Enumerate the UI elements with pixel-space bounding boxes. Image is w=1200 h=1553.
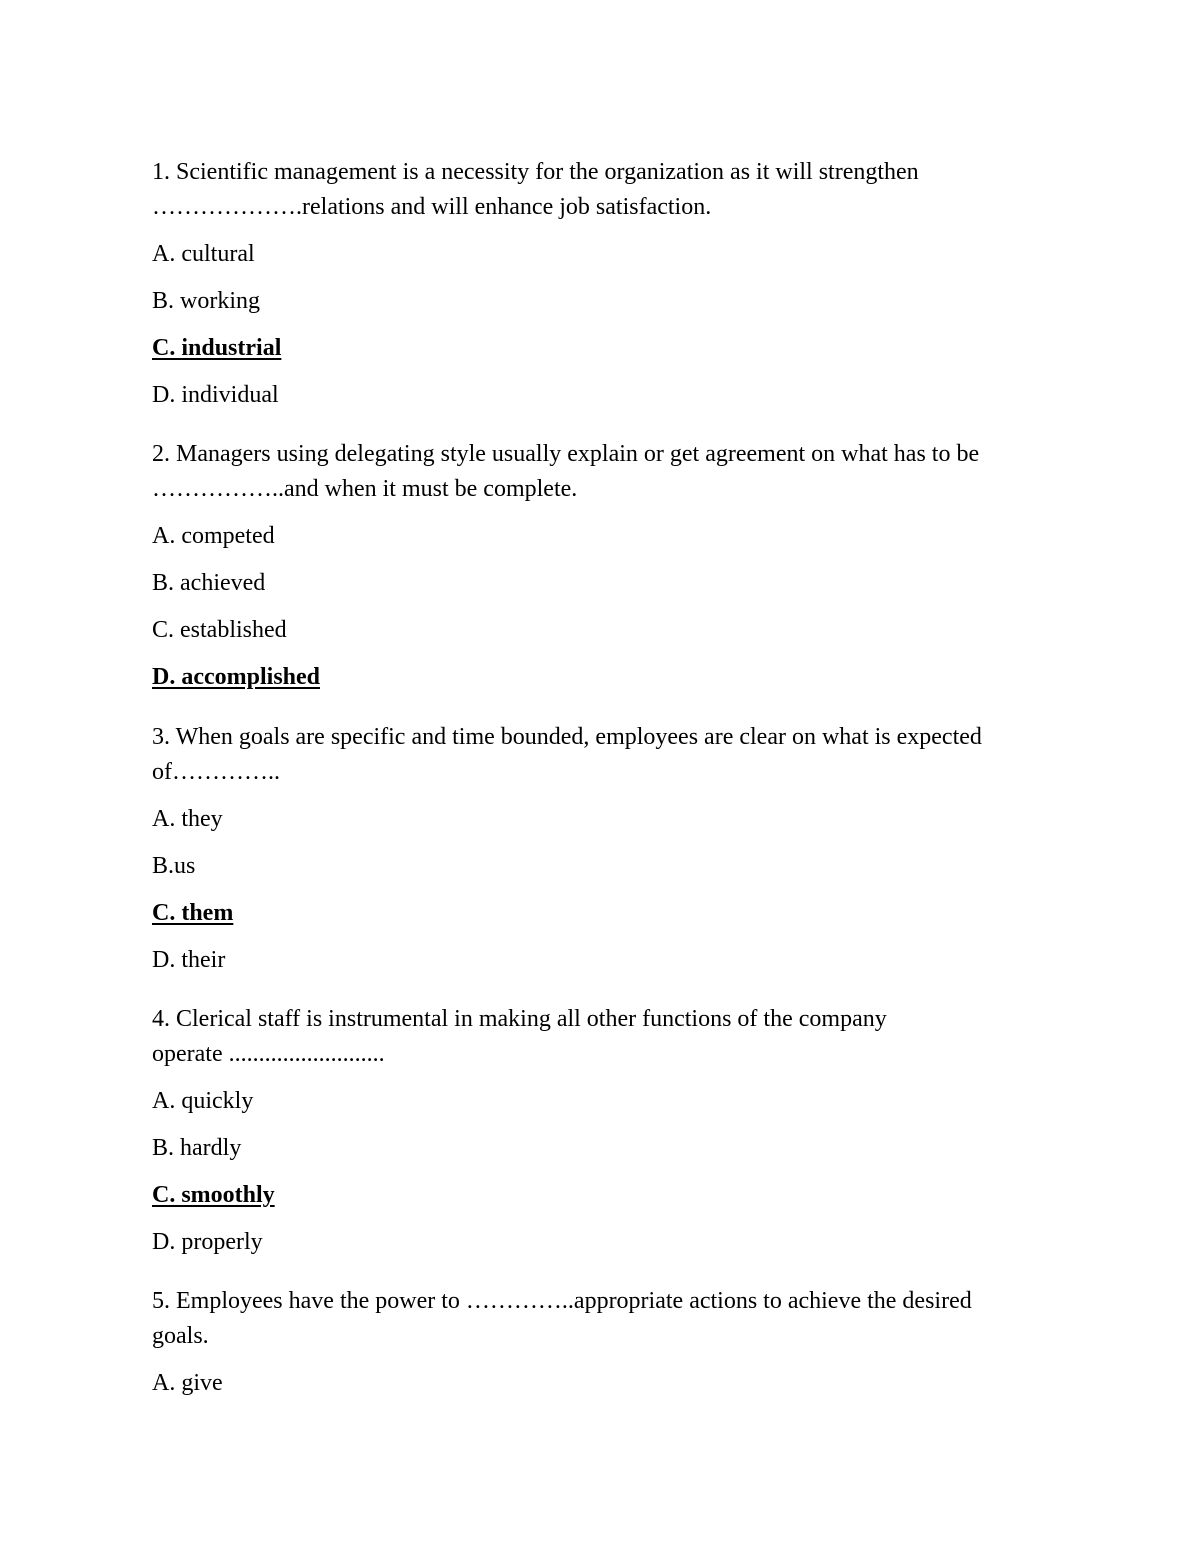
option-d: D. properly (152, 1229, 263, 1255)
option-b: B. achieved (152, 570, 266, 596)
option-a: A. they (152, 806, 223, 832)
question-text-line-2: ……………..and when it must be complete. (152, 476, 578, 502)
option-d: D. their (152, 947, 226, 973)
option-b: B. working (152, 288, 260, 314)
option-c: C. established (152, 617, 287, 643)
question-3 (152, 720, 1052, 990)
option-a: A. competed (152, 523, 275, 549)
question-text-line-1: 3. When goals are specific and time bounded, employees are clear on what is expected (152, 724, 982, 750)
question-text (152, 437, 1052, 507)
question-text-line-1: 4. Clerical staff is instrumental in making all other functions of the company (152, 1006, 887, 1032)
question-text (152, 1002, 1052, 1072)
question-text (152, 155, 1052, 225)
question-text-line-2: goals. (152, 1323, 209, 1349)
option-d-correct-answer: D. accomplished (152, 664, 320, 690)
question-text-line-2: ……………….relations and will enhance job satisfaction. (152, 194, 712, 220)
question-2 (152, 437, 1052, 707)
option-d: D. individual (152, 382, 279, 408)
option-a: A. give (152, 1370, 223, 1396)
option-b: B.us (152, 853, 196, 879)
option-c-correct-answer: C. industrial (152, 335, 282, 361)
option-a: A. cultural (152, 241, 255, 267)
question-text-line-2: of………….. (152, 759, 280, 785)
option-a: A. quickly (152, 1088, 254, 1114)
question-text (152, 720, 1052, 790)
question-text-line-1: 1. Scientific management is a necessity for the organization as it will strengthen (152, 159, 919, 185)
question-5 (152, 1284, 1052, 1413)
question-text-line-2: operate .......................... (152, 1041, 385, 1067)
option-c-correct-answer: C. them (152, 900, 234, 926)
question-text-line-1: 5. Employees have the power to …………..appropriate actions to achieve the desired (152, 1288, 972, 1314)
question-1 (152, 155, 1052, 425)
option-b: B. hardly (152, 1135, 242, 1161)
question-4 (152, 1002, 1052, 1272)
question-text (152, 1284, 1052, 1354)
question-text-line-1: 2. Managers using delegating style usually explain or get agreement on what has to be (152, 441, 980, 467)
option-c-correct-answer: C. smoothly (152, 1182, 275, 1208)
